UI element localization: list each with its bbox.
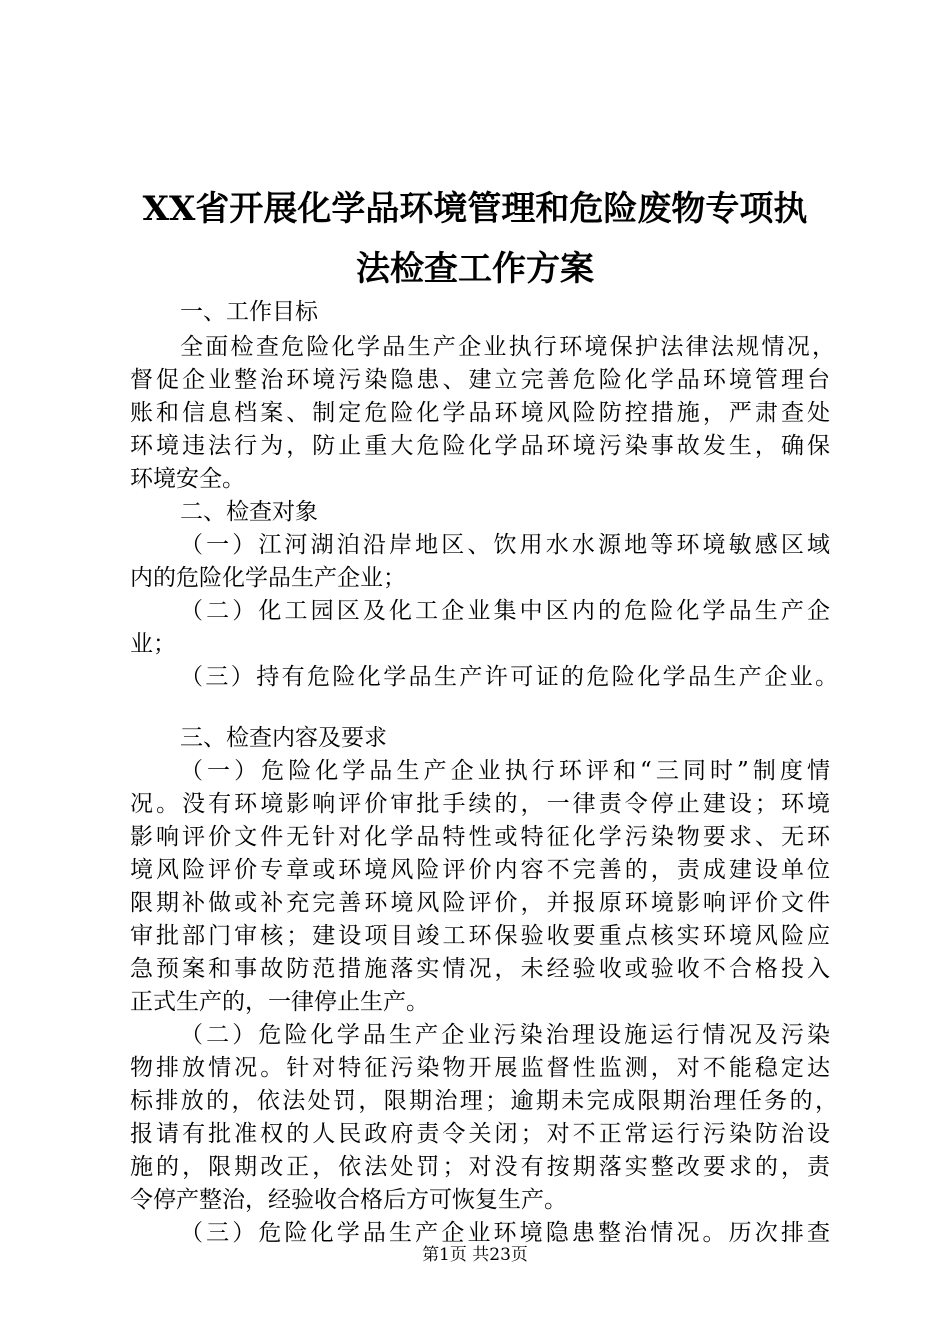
paragraph-line: 急预案和事故防范措施落实情况，未经验收或验收不合格投入 [130,956,830,982]
paragraph-line: （三）危险化学品生产企业环境隐患整治情况。历次排查 [180,1220,830,1246]
list-item-line: （二）化工园区及化工企业集中区内的危险化学品生产企 [180,598,830,624]
list-item-line: （一）江河湖泊沿岸地区、饮用水水源地等环境敏感区域 [180,532,830,558]
paragraph-line: 正式生产的，一律停止生产。 [130,989,429,1015]
paragraph-line: 况。没有环境影响评价审批手续的，一律责令停止建设；环境 [130,791,830,817]
paragraph-line: 环境安全。 [130,466,245,492]
document-title-line-2: 法检查工作方案 [356,249,594,289]
paragraph-line: 限期补做或补充完善环境风险评价，并报原环境影响评价文件 [130,890,830,916]
paragraph-line: 令停产整治，经验收合格后方可恢复生产。 [130,1187,567,1213]
paragraph-line: 全面检查危险化学品生产企业执行环境保护法律法规情况， [180,334,835,360]
paragraph-line: 督促企业整治环境污染隐患、建立完善危险化学品环境管理台 [130,367,830,393]
paragraph-line: 审批部门审核；建设项目竣工环保验收要重点核实环境风险应 [130,923,830,949]
paragraph-line: 报请有批准权的人民政府责令关闭；对不正常运行污染防治设 [130,1121,830,1147]
list-item-line: 内的危险化学品生产企业； [130,565,406,591]
list-item-line: （三）持有危险化学品生产许可证的危险化学品生产企业。 [180,664,838,690]
section-heading-targets: 二、检查对象 [180,499,318,525]
paragraph-line: 环境违法行为，防止重大危险化学品环境污染事故发生，确保 [130,433,830,459]
paragraph-line: 标排放的，依法处罚，限期治理；逾期未完成限期治理任务的， [130,1088,838,1114]
paragraph-line: 影响评价文件无针对化学品特性或特征化学污染物要求、无环 [130,824,830,850]
paragraph-line: 施的，限期改正，依法处罚；对没有按期落实整改要求的，责 [130,1154,830,1180]
page-number-footer: 第1页 共23页 [422,1245,528,1265]
paragraph-line: 账和信息档案、制定危险化学品环境风险防控措施，严肃查处 [130,400,830,426]
paragraph-line: （一）危险化学品生产企业执行环评和“三同时”制度情 [180,758,830,784]
paragraph-line: 境风险评价专章或环境风险评价内容不完善的，责成建设单位 [130,857,830,883]
list-item-line: 业； [130,631,176,657]
paragraph-line: （二）危险化学品生产企业污染治理设施运行情况及污染 [180,1022,830,1048]
document-title-line-1: XX省开展化学品环境管理和危险废物专项执 [142,189,808,229]
section-heading-objectives: 一、工作目标 [180,299,318,325]
section-heading-requirements: 三、检查内容及要求 [180,725,387,751]
paragraph-line: 物排放情况。针对特征污染物开展监督性监测，对不能稳定达 [130,1055,830,1081]
